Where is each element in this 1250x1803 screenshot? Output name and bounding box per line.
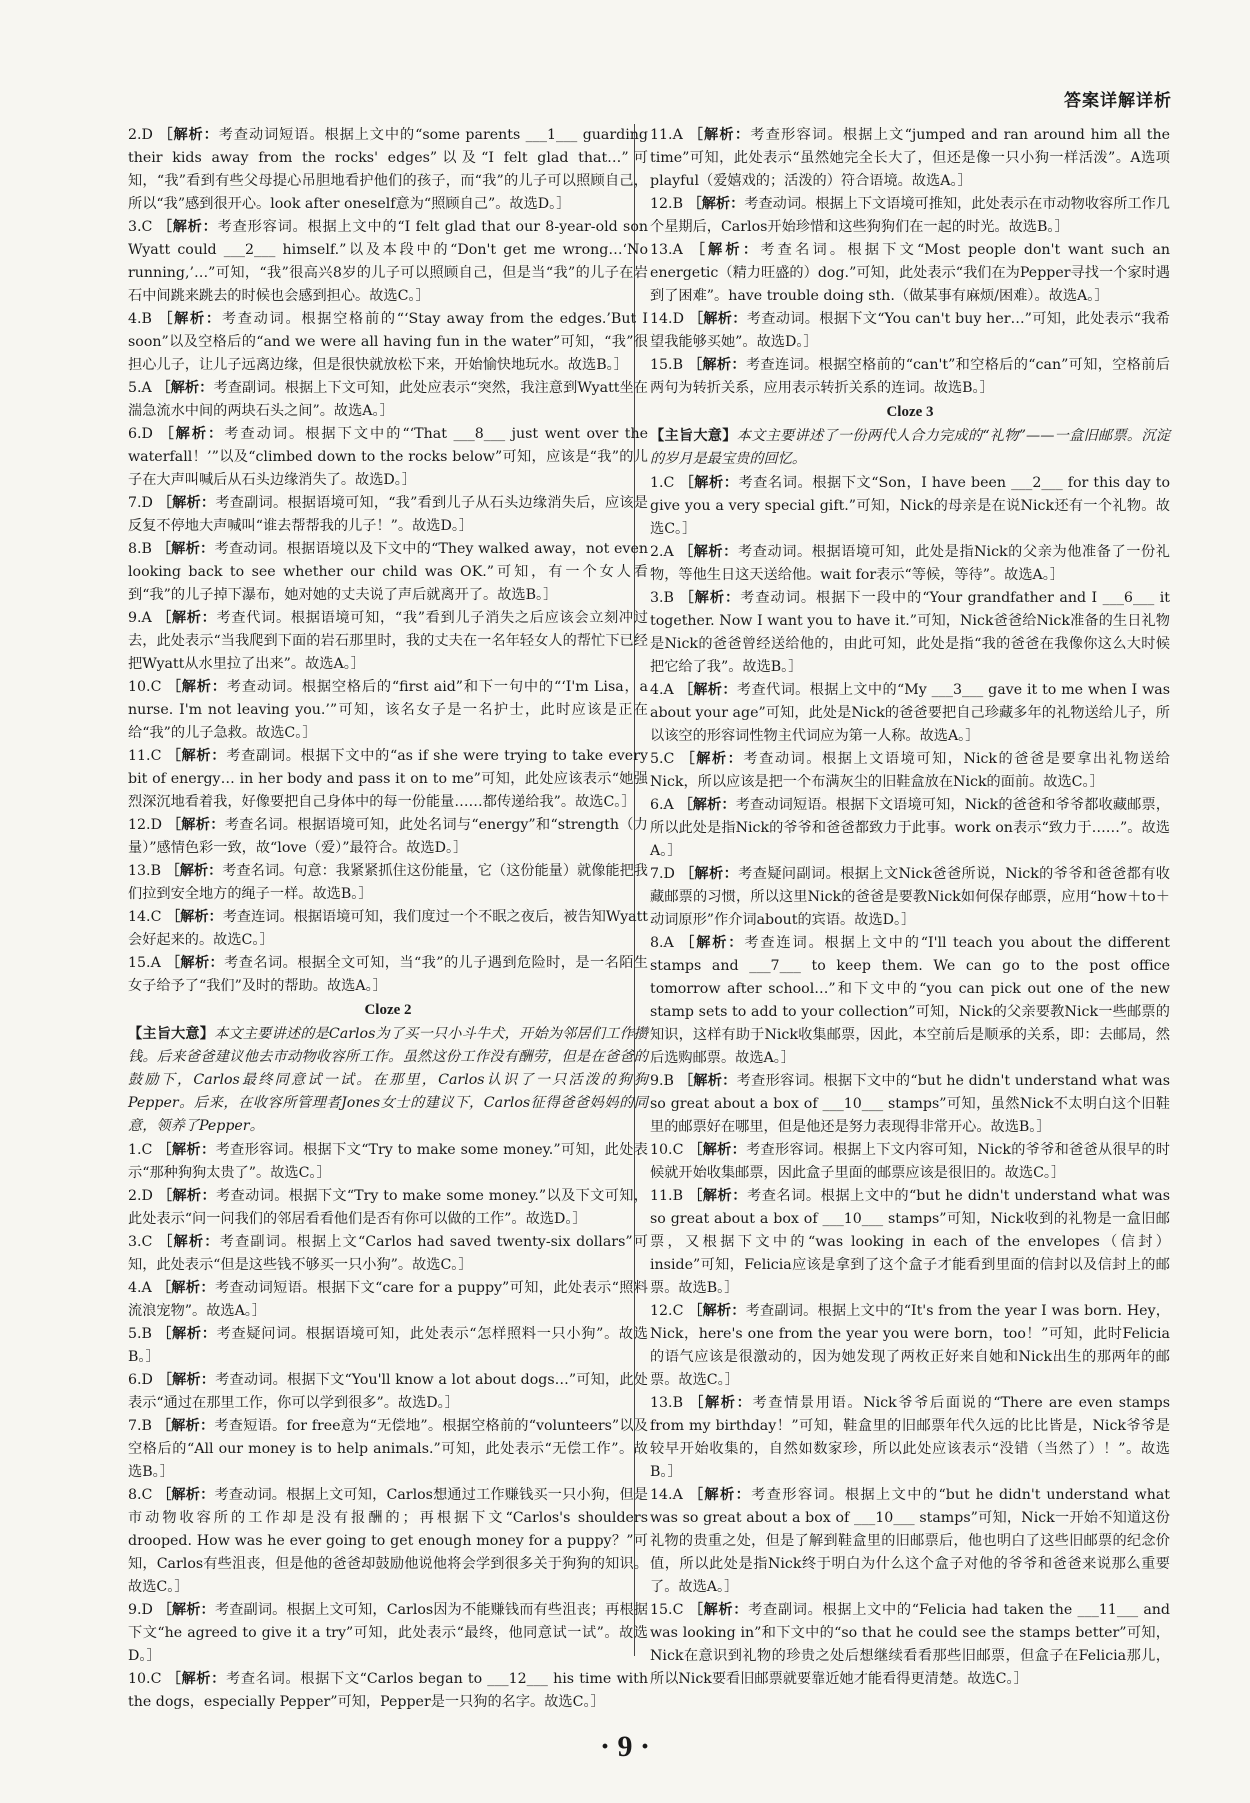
answer-item	[650, 1070, 1170, 1139]
analysis-text: 考查疑问词。根据语境可知，此处表示“怎样照料一只小狗”。故选B。］	[128, 1326, 648, 1365]
analysis-text: 考查名词。句意：我紧紧抓住这份能量，它（这份能量）就像能把我们拉到安全地方的绳子一样。故选B。］	[128, 863, 648, 902]
analysis-text: 考查动词。根据下一段中的“Your grandfather and I ___6___ it together. Now I want you to have it.”可知，Nick爸爸给Nick准备的生日礼物是Nick的爸爸曾经送给他的，由此可知，此处是指“我的爸爸在我像你这么大时候把它给了我”。故选B。］	[650, 590, 1170, 675]
answer-number: 8.C	[128, 1487, 153, 1503]
analysis-tag: ［解析：	[166, 817, 225, 833]
answer-number: 1.C	[650, 475, 675, 491]
answer-item	[650, 587, 1170, 679]
analysis-tag: ［解析：	[157, 610, 217, 626]
analysis-tag: ［解析：	[159, 426, 225, 442]
analysis-tag: ［解析：	[688, 1602, 749, 1618]
answer-item	[650, 1484, 1170, 1599]
analysis-text: 考查疑问副词。根据上文Nick爸爸所说，Nick的爷爷和爸爸都有收藏邮票的习惯，所以这里Nick的爸爸是要教Nick如何保存邮票，应用“how＋to＋动词原形”作介词about的宾语。故选D。］	[650, 866, 1170, 928]
answer-item	[650, 1300, 1170, 1392]
analysis-tag: ［解析：	[165, 909, 223, 925]
analysis-text: 考查形容词。根据下文“Try to make some money.”可知，此处表示“那种狗狗太贵了”。故选C。］	[128, 1142, 648, 1181]
answer-item	[128, 1323, 648, 1369]
answer-item	[128, 860, 648, 906]
analysis-text: 考查动词短语。根据上文中的“some parents ___1___ guarding their kids away from the rocks' edges”以及“I felt glad that…”可知，“我”看到有些父母提心吊胆地看护他们的孩子，而“我”的儿子可以照顾自己，所以“我”感到很开心。look after oneself意为“照顾自己”。故选D。］	[128, 127, 648, 212]
answer-item	[128, 216, 648, 308]
cloze2-title: Cloze 2	[364, 1002, 412, 1018]
analysis-text: 考查连词。根据上文中的“I'll teach you about the different stamps and ___7___ to keep them. We can go to the post office tomorrow after school…”和下文中的“you can pick out one of the new stamp sets to add to your collection”可知，Nick的父亲要教Nick一些邮票的知识，这样有助于Nick收集邮票，因此，本空前后是顺承的关系，即：去邮局，然后选购邮票。故选A。］	[650, 935, 1170, 1066]
cloze3-title: Cloze 3	[886, 404, 934, 420]
answer-item	[650, 863, 1170, 932]
answer-item	[128, 1277, 648, 1323]
analysis-text: 考查动词短语。根据下文语境可知，Nick的爸爸和爷爷都收藏邮票，所以此处是指Nick的爷爷和爸爸都致力于此事。work on表示“致力于……”。故选A。］	[650, 797, 1170, 859]
analysis-text: 考查动词短语。根据下文“care for a puppy”可知，此处表示“照料流浪宠物”。故选A。］	[128, 1280, 648, 1319]
analysis-tag: ［解析：	[166, 679, 227, 695]
analysis-tag: ［解析：	[687, 357, 746, 373]
analysis-text: 考查动词。根据空格后的“first aid”和下一句中的“‘I'm Lisa，a nurse. I'm not leaving you.’”可知，该名女子是一名护士，此时应该是正在给“我”的儿子急救。故选C。］	[128, 679, 648, 741]
answer-item	[650, 193, 1170, 239]
answer-item	[128, 1599, 648, 1668]
summary-tag: 【主旨大意】	[650, 428, 737, 444]
analysis-text: 考查代词。根据上文中的“My ___3___ gave it to me when I was about your age”可知，此处是Nick的爸爸要把自己珍藏多年的礼物送给儿子，所以该空的形容词性物主代词应为第一人称。故选A。］	[650, 682, 1170, 744]
answer-number: 11.B	[650, 1188, 683, 1204]
analysis-tag: ［解析：	[157, 1487, 215, 1503]
analysis-tag: ［解析：	[680, 935, 745, 951]
analysis-tag: ［解析：	[158, 127, 219, 143]
analysis-tag: ［解析：	[689, 1395, 753, 1411]
analysis-text: 考查形容词。根据上文“jumped and ran around him all the time”可知，此处表示“虽然她完全长大了，但还是像一只小狗一样活泼”。A选项playful（爱嬉戏的；活泼的）符合语境。故选A。］	[650, 127, 1170, 189]
answer-number: 3.C	[128, 1234, 153, 1250]
answer-number: 8.A	[650, 935, 674, 951]
answer-number: 13.B	[128, 863, 161, 879]
analysis-tag: ［解析：	[678, 797, 736, 813]
answer-item	[128, 814, 648, 860]
analysis-text: 考查情景用语。Nick爷爷后面说的“There are even stamps from my birthday！”可知，鞋盒里的旧邮票年代久远的比比皆是，Nick爷爷是较早开始收集的，自然如数家珍，所以此处应该表示“没错（当然了）！”。故选B。］	[650, 1395, 1170, 1480]
analysis-text: 考查副词。根据上文“Carlos had saved twenty-six dollars”可知，此处表示“但是这些钱不够买一只小狗”。故选C。］	[128, 1234, 648, 1273]
analysis-text: 考查形容词。根据下文中的“but he didn't understand what was so great about a box of ___10___ stamps”可知，虽然Nick不太明白这个旧鞋里的邮票好在哪里，但是他还是努力表现得非常开心。故选B。］	[650, 1073, 1170, 1135]
answer-item	[128, 377, 648, 423]
answer-number: 15.A	[128, 955, 161, 971]
analysis-tag: ［解析：	[688, 311, 747, 327]
answer-number: 10.C	[128, 679, 162, 695]
analysis-tag: ［解析：	[678, 682, 737, 698]
analysis-tag: ［解析：	[157, 1326, 217, 1342]
cloze2-summary	[128, 1023, 648, 1138]
answer-number: 14.C	[128, 909, 162, 925]
cloze1-answers	[128, 124, 648, 998]
answer-item	[650, 354, 1170, 400]
answer-item	[128, 952, 648, 998]
answer-number: 12.B	[650, 196, 683, 212]
analysis-tag: ［解析：	[157, 1372, 216, 1388]
answer-number: 3.B	[650, 590, 674, 606]
analysis-text: 考查动词。根据上下文语境可推知，此处表示在市动物收容所工作几个星期后，Carlos开始珍惜和这些狗狗们在一起的时光。故选B。］	[650, 196, 1170, 235]
answer-number: 9.D	[128, 1602, 153, 1618]
answer-number: 5.C	[650, 751, 675, 767]
answer-item	[650, 1599, 1170, 1691]
analysis-tag: ［解析：	[156, 380, 214, 396]
answer-item	[128, 492, 648, 538]
answer-item	[128, 1139, 648, 1185]
right-column	[650, 124, 1170, 1691]
answer-number: 11.C	[128, 748, 162, 764]
analysis-text: 考查副词。根据上文中的“Felicia had taken the ___11___ and was looking in”和下文中的“so that he could see the stamps better”可知，Nick在意识到礼物的珍贵之处后想继续看看那些旧邮票，但盒子在Felicia那儿，所以Nick要看旧邮票就要靠近她才能看得更清楚。故选C。］	[650, 1602, 1170, 1687]
analysis-text: 考查名词。根据下文“Carlos began to ___12___ his time with the dogs，especially Pepper”可知，Pepper是一只狗的名字。故选C。］	[128, 1671, 648, 1710]
summary-tag: 【主旨大意】	[128, 1026, 215, 1042]
answer-item	[650, 1185, 1170, 1300]
answer-item	[650, 239, 1170, 308]
answer-number: 6.A	[650, 797, 674, 813]
analysis-text: 考查动词。根据语境以及下文中的“They walked away，not even looking back to see whether our child was OK.”可知，有一个女人看到“我”的儿子掉下瀑布，她对她的丈夫说了声后就离开了。故选B。］	[128, 541, 648, 603]
answer-number: 4.B	[128, 311, 152, 327]
analysis-text: 考查短语。for free意为“无偿地”。根据空格前的“volunteers”以及空格后的“All our money is to help animals.”可知，此处表示“无偿工作”。故选B。］	[128, 1418, 648, 1480]
analysis-tag: ［解析：	[680, 751, 744, 767]
analysis-tag: ［解析：	[157, 495, 216, 511]
analysis-text: 考查连词。根据空格前的“can't”和空格后的“can”可知，空格前后两句为转折关系，应用表示转折关系的连词。故选B。］	[650, 357, 1170, 396]
cloze3-answers	[650, 472, 1170, 1691]
answer-item	[128, 1415, 648, 1484]
answer-number: 2.A	[650, 544, 674, 560]
answer-number: 2.D	[128, 127, 153, 143]
answer-number: 1.C	[128, 1142, 153, 1158]
answer-item	[128, 676, 648, 745]
answer-number: 6.D	[128, 1372, 153, 1388]
analysis-text: 考查动词。根据空格前的“‘Stay away from the edges.’But I soon”以及空格后的“and we were all having fun in the water”可知，“我”很担心儿子，让儿子远离边缘，但是很快就放松下来，开始愉快地玩水。故选B。］	[128, 311, 649, 373]
answer-number: 4.A	[650, 682, 674, 698]
answer-item	[128, 906, 648, 952]
answer-item	[128, 1369, 648, 1415]
analysis-text: 考查动词。根据下文中的“‘That ___8___ just went over the waterfall！’”以及“climbed down to the rocks below”可知，应该是“我”的儿子在大声叫喊后从石头边缘消失了。故选D。］	[128, 426, 648, 488]
answer-number: 10.C	[128, 1671, 162, 1687]
analysis-text: 考查形容词。根据上下文内容可知，Nick的爷爷和爸爸从很早的时候就开始收集邮票，因此盒子里面的邮票应该是很旧的。故选C。］	[650, 1142, 1170, 1181]
analysis-text: 考查副词。根据下文中的“as if she were trying to take every bit of energy… in her body and pass it on to me”可知，此处应该表示“她强烈深沉地看着我，好像要把自己身体中的每一份能量……都传递给我”。故选C。］	[128, 748, 648, 810]
analysis-text: 考查名词。根据上文中的“but he didn't understand what was so great about a box of ___10___ stamps”可知，Nick收到的礼物是一盒旧邮票，又根据下文中的“was looking in each of the envelopes（信封）inside”可知，Felicia应该是拿到了这个盒子才能看到里面的信封以及信封上的邮票。故选B。］	[650, 1188, 1170, 1296]
analysis-text: 考查名词。根据全文可知，当“我”的儿子遇到危险时，是一名陌生女子给予了“我们”及时的帮助。故选A。］	[128, 955, 648, 994]
analysis-tag: ［解析：	[156, 541, 215, 557]
analysis-tag: ［解析：	[688, 1487, 752, 1503]
analysis-text: 考查动词。根据下文“You'll know a lot about dogs…”可知，此处表示“通过在那里工作，你可以学到很多”。故选D。］	[128, 1372, 648, 1411]
summary-text: 本文主要讲述的是Carlos为了买一只小斗牛犬，开始为邻居们工作攒钱。后来爸爸建议他去市动物收容所工作。虽然这份工作没有酬劳，但是在爸爸的鼓励下，Carlos最终同意试一试。在那里，Carlos认识了一只活泼的狗狗Pepper。后来，在收容所管理者Jones女士的建议下，Carlos征得爸爸妈妈的同意，领养了Pepper。	[128, 1026, 648, 1134]
answer-item	[128, 538, 648, 607]
answer-item	[650, 1139, 1170, 1185]
answer-item	[650, 748, 1170, 794]
answer-number: 15.B	[650, 357, 683, 373]
summary-text: 本文主要讲述了一份两代人合力完成的“礼物”——一盒旧邮票。沉淀的岁月是最宝贵的回忆。	[650, 428, 1170, 467]
answer-number: 9.B	[650, 1073, 674, 1089]
answer-number: 12.D	[128, 817, 162, 833]
analysis-text: 考查名词。根据下文“Son，I have been ___2___ for this day to give you a very special gift.”可知，Nick的母亲是在说Nick还有一个礼物。故选C。］	[650, 475, 1170, 537]
answer-number: 11.A	[650, 127, 683, 143]
analysis-tag: ［解析：	[165, 863, 223, 879]
analysis-text: 考查动词。根据下文“Try to make some money.”以及下文可知，此处表示“问一问我们的邻居看看他们是否有你可以做的工作”。故选D。］	[128, 1188, 648, 1227]
analysis-tag: ［解析：	[690, 242, 761, 258]
analysis-text: 考查副词。根据上下文可知，此处应表示“突然，我注意到Wyatt坐在湍急流水中间的两块石头之间”。故选A。］	[128, 380, 648, 419]
answer-item	[128, 1231, 648, 1277]
answer-number: 14.D	[650, 311, 684, 327]
answer-number: 7.D	[128, 495, 153, 511]
analysis-tag: ［解析：	[688, 1188, 747, 1204]
analysis-text: 考查代词。根据语境可知，“我”看到儿子消失之后应该会立刻冲过去，此处表示“当我爬到下面的岩石那里时，我的丈夫在一名年轻女人的帮忙下已经把Wyatt从水里拉了出来”。故选A。］	[128, 610, 648, 672]
analysis-tag: ［解析：	[156, 1280, 215, 1296]
analysis-tag: ［解析：	[166, 748, 227, 764]
answer-number: 13.A	[650, 242, 683, 258]
answer-number: 14.A	[650, 1487, 683, 1503]
answer-item	[650, 679, 1170, 748]
analysis-text: 考查形容词。根据上文中的“but he didn't understand what was so great about a box of ___10___ stamps”可知，Nick一开始不知道这份礼物的贵重之处，但是了解到鞋盒里的旧邮票后，他也明白了这些旧邮票的纪念价值，所以此处是指Nick终于明白为什么这个盒子对他的爷爷和爸爸来说那么重要了。故选A。］	[650, 1487, 1170, 1595]
analysis-text: 考查形容词。根据上文中的“I felt glad that our 8-year-old son Wyatt could ___2___ himself.”以及本段中的“Don't get me wrong…‘No running,’…”可知，“我”很高兴8岁的儿子可以照顾自己，但是当“我”的儿子在岩石中间跳来跳去的时候也会感到担心。故选C。］	[128, 219, 648, 304]
analysis-tag: ［解析：	[157, 219, 218, 235]
answer-item	[650, 932, 1170, 1070]
analysis-text: 考查名词。根据语境可知，此处名词与“energy”和“strength（力量）”感情色彩一致，故“love（爱）”最符合。故选D。］	[128, 817, 648, 856]
answer-item	[650, 308, 1170, 354]
answer-number: 13.B	[650, 1395, 683, 1411]
analysis-tag: ［解析：	[157, 1142, 216, 1158]
answer-item	[128, 308, 648, 377]
analysis-tag: ［解析：	[157, 1602, 215, 1618]
cloze2-answers	[128, 1139, 648, 1714]
answer-number: 10.C	[650, 1142, 684, 1158]
analysis-text: 考查副词。根据语境可知，“我”看到儿子从石头边缘消失后，应该是反复不停地大声喊叫“谁去帮帮我的儿子！”。故选D。］	[128, 495, 648, 534]
answer-item	[128, 423, 648, 492]
page-header-title: 答案详解详析	[1064, 91, 1172, 111]
answer-number: 15.C	[650, 1602, 684, 1618]
answer-number: 2.D	[128, 1188, 153, 1204]
answer-item	[128, 607, 648, 676]
analysis-tag: ［解析：	[679, 866, 739, 882]
answer-number: 5.B	[128, 1326, 152, 1342]
answer-item	[650, 541, 1170, 587]
analysis-tag: ［解析：	[688, 1303, 746, 1319]
analysis-text: 考查副词。根据上文可知，Carlos因为不能赚钱而有些沮丧；再根据下文“he agreed to give it a try”可知，此处表示“最终，他同意试一试”。故选D。］	[128, 1602, 648, 1664]
analysis-tag: ［解析：	[156, 1418, 215, 1434]
analysis-tag: ［解析：	[157, 1188, 216, 1204]
analysis-tag: ［解析：	[688, 1142, 747, 1158]
analysis-tag: ［解析：	[166, 1671, 227, 1687]
answer-item	[650, 1392, 1170, 1484]
answer-number: 7.B	[128, 1418, 152, 1434]
answer-number: 12.C	[650, 1303, 684, 1319]
answer-item	[128, 1185, 648, 1231]
answer-item	[650, 124, 1170, 193]
analysis-tag: ［解析：	[687, 196, 745, 212]
answer-item	[650, 794, 1170, 863]
analysis-tag: ［解析：	[158, 1234, 220, 1250]
analysis-text: 考查动词。根据上文可知，Carlos想通过工作赚钱买一只小狗，但是市动物收容所的工作却是没有报酬的；再根据下文“Carlos's shoulders drooped. How was he ever going to get enough money for a puppy？”可知，Carlos有些沮丧，但是他的爸爸却鼓励他说他将会学到很多关于狗狗的知识。故选C。］	[128, 1487, 648, 1595]
answer-number: 9.A	[128, 610, 152, 626]
analysis-tag: ［解析：	[679, 475, 739, 491]
answer-number: 4.A	[128, 1280, 152, 1296]
analysis-tag: ［解析：	[678, 544, 738, 560]
answer-number: 6.D	[128, 426, 153, 442]
page-number: · 9 ·	[599, 1730, 650, 1763]
analysis-text: 考查动词。根据上文语境可知，Nick的爸爸是要拿出礼物送给Nick，所以应该是把一个布满灰尘的旧鞋盒放在Nick的面前。故选C。］	[650, 751, 1170, 790]
cloze2-answers-continued	[650, 124, 1170, 400]
analysis-text: 考查连词。根据语境可知，我们度过一个不眠之夜后，被告知Wyatt会好起来的。故选C。］	[128, 909, 648, 948]
analysis-tag: ［解析：	[678, 1073, 737, 1089]
analysis-text: 考查动词。根据语境可知，此处是指Nick的父亲为他准备了一份礼物，等他生日这天送给他。wait for表示“等候，等待”。故选A。］	[650, 544, 1170, 583]
answer-number: 5.A	[128, 380, 152, 396]
answer-item	[128, 1668, 648, 1714]
answer-item	[128, 745, 648, 814]
answer-number: 7.D	[650, 866, 675, 882]
analysis-tag: ［解析：	[158, 311, 222, 327]
answer-number: 3.C	[128, 219, 153, 235]
answer-item	[128, 1484, 648, 1599]
left-column	[128, 124, 648, 1714]
analysis-tag: ［解析：	[165, 955, 225, 971]
analysis-tag: ［解析：	[679, 590, 741, 606]
analysis-text: 考查副词。根据上文中的“It's from the year I was born. Hey，Nick，here's one from the year you were born，too！”可知，此时Felicia的语气应该是很激动的，因为她发现了两枚正好来自她和Nick出生的那两年的邮票。故选C。］	[650, 1303, 1170, 1388]
answer-item	[128, 124, 648, 216]
analysis-tag: ［解析：	[688, 127, 751, 143]
analysis-text: 考查名词。根据下文“Most people don't want such an energetic（精力旺盛的）dog.”可知，此处表示“我们在为Pepper寻找一个家时遇到了困难”。have trouble doing sth.（做某事有麻烦/困难）。故选A。］	[650, 242, 1170, 304]
answer-number: 8.B	[128, 541, 152, 557]
cloze3-summary	[650, 425, 1170, 471]
answer-item	[650, 472, 1170, 541]
analysis-text: 考查动词。根据下文“You can't buy her…”可知，此处表示“我希望我能够买她”。故选D。］	[650, 311, 1170, 350]
